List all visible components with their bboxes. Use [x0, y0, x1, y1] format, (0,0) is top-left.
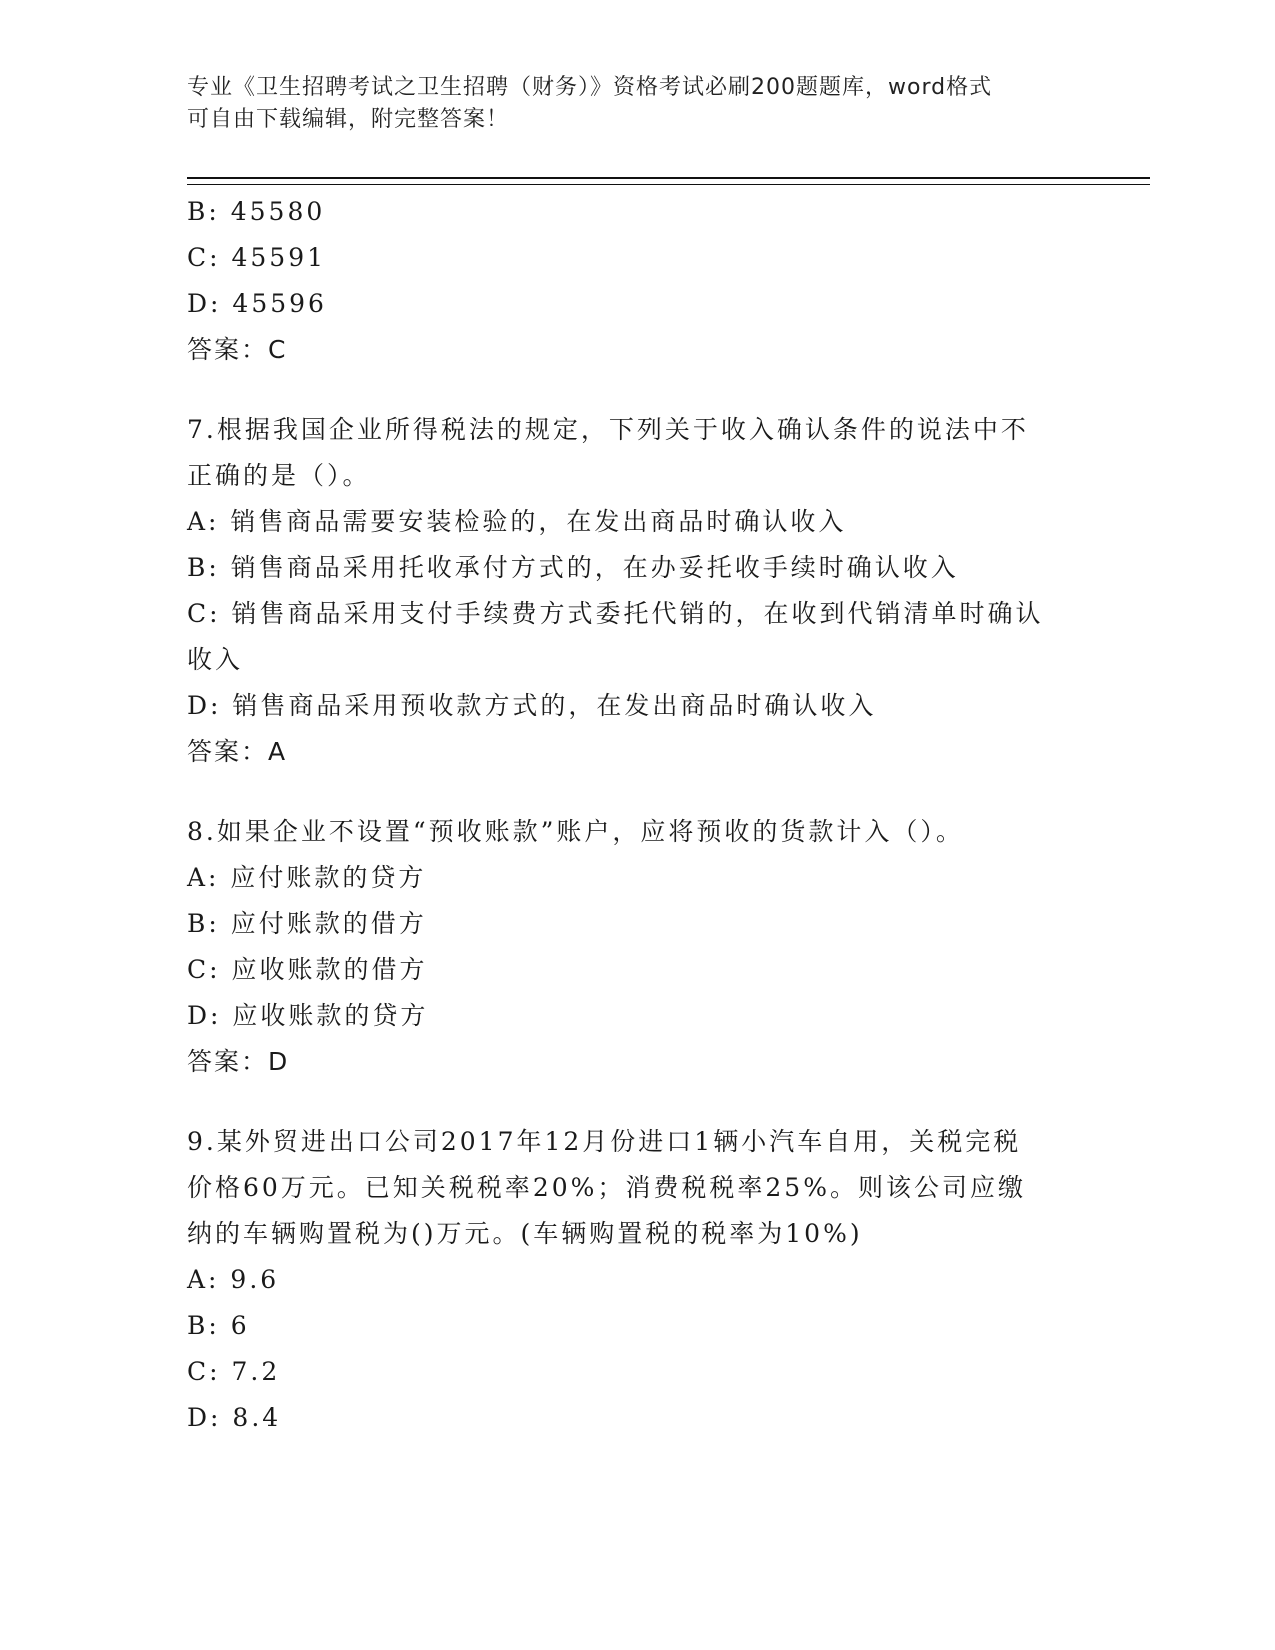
question-8	[187, 809, 1067, 1085]
question-stem: 价格60万元。已知关税税率20%；消费税税率25%。则该公司应缴	[187, 1173, 1026, 1202]
answer-line: 答案：A	[187, 737, 288, 766]
document-header	[187, 72, 1067, 136]
option-d: D: 销售商品采用预收款方式的，在发出商品时确认收入	[187, 691, 877, 720]
question-stem: 8.如果企业不设置“预收账款”账户，应将预收的货款计入（）。	[187, 817, 964, 846]
option-d: D: 应收账款的贷方	[187, 1001, 429, 1030]
answer-line: 答案：C	[187, 335, 288, 364]
header-rule-thick	[187, 177, 1150, 179]
option-b: B: 销售商品采用托收承付方式的，在办妥托收手续时确认收入	[187, 553, 959, 582]
option-b: B: 6	[187, 1311, 250, 1340]
question-7	[187, 407, 1067, 775]
question-stem: 纳的车辆购置税为()万元。(车辆购置税的税率为10%)	[187, 1219, 863, 1248]
spacer	[187, 1085, 1087, 1119]
header-line-2: 可自由下载编辑，附完整答案！	[187, 107, 510, 132]
option-c: C: 45591	[187, 243, 327, 272]
option-c: C: 7.2	[187, 1357, 281, 1386]
option-a: A: 9.6	[187, 1265, 280, 1294]
question-6-tail	[187, 189, 1067, 373]
question-stem: 7.根据我国企业所得税法的规定，下列关于收入确认条件的说法中不	[187, 415, 1029, 444]
option-b: B: 应付账款的借方	[187, 909, 427, 938]
option-c: C: 应收账款的借方	[187, 955, 428, 984]
option-d: D: 45596	[187, 289, 327, 318]
question-9	[187, 1119, 1067, 1441]
option-c: C: 销售商品采用支付手续费方式委托代销的，在收到代销清单时确认	[187, 599, 1044, 628]
header-rule-thin	[187, 184, 1150, 185]
option-a: A: 应付账款的贷方	[187, 863, 427, 892]
option-d: D: 8.4	[187, 1403, 282, 1432]
question-content	[187, 189, 1087, 1441]
question-stem: 正确的是（）。	[187, 461, 371, 490]
spacer	[187, 775, 1087, 809]
option-c-continued: 收入	[187, 645, 244, 674]
header-line-1: 专业《卫生招聘考试之卫生招聘（财务）》资格考试必刷200题题库，word格式	[187, 75, 993, 100]
spacer	[187, 373, 1087, 407]
option-a: A: 销售商品需要安装检验的，在发出商品时确认收入	[187, 507, 847, 536]
option-b: B: 45580	[187, 197, 326, 226]
question-stem: 9.某外贸进出口公司2017年12月份进口1辆小汽车自用，关税完税	[187, 1127, 1022, 1156]
answer-line: 答案：D	[187, 1047, 290, 1076]
